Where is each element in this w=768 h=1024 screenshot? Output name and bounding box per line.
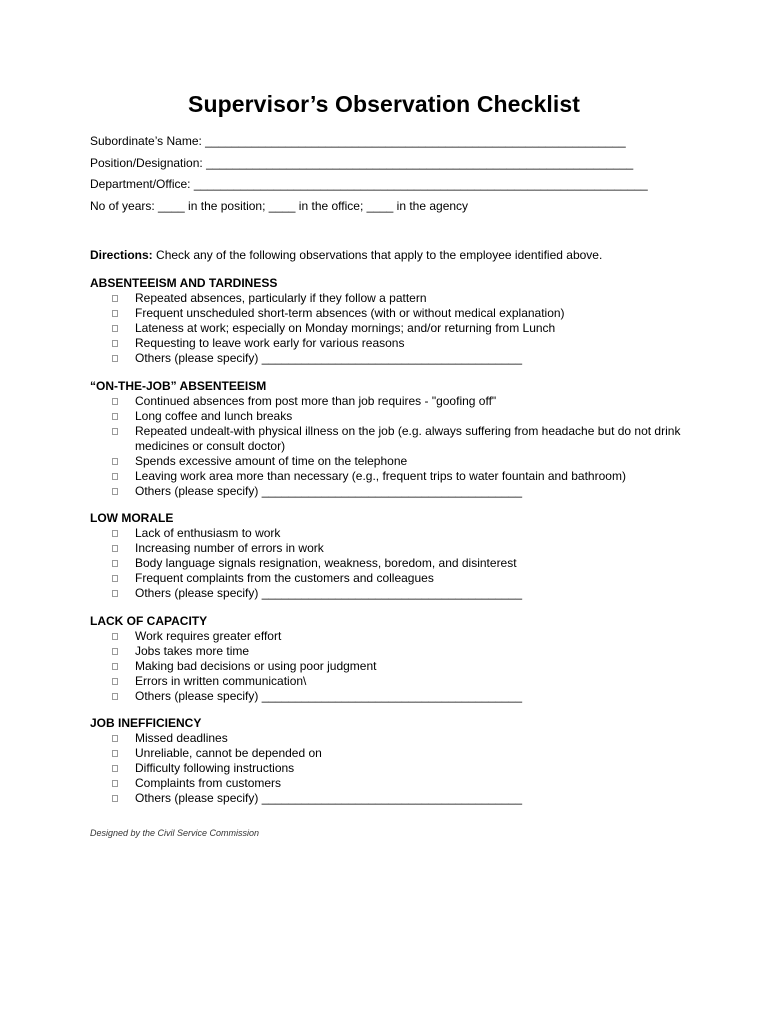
section-heading: “ON-THE-JOB” ABSENTEEISM (90, 379, 267, 393)
checkbox-icon[interactable] (112, 473, 118, 480)
checklist-item[interactable]: Continued absences from post more than job requires - "goofing off" (90, 394, 690, 409)
checkbox-icon[interactable] (112, 530, 118, 537)
checklist-item[interactable]: Unreliable, cannot be depended on (90, 746, 690, 761)
checklist-item[interactable]: Others (please specify) _______________________________________ (90, 484, 690, 499)
checkbox-icon[interactable] (112, 590, 118, 597)
directions-text: Check any of the following observations that apply to the employee identified above. (152, 248, 603, 262)
checklist-item[interactable]: Spends excessive amount of time on the telephone (90, 454, 690, 469)
checkbox-icon[interactable] (112, 575, 118, 582)
checklist-item[interactable]: Requesting to leave work early for various reasons (90, 336, 690, 351)
section-low-morale (90, 511, 690, 601)
checklist-item[interactable]: Difficulty following instructions (90, 761, 690, 776)
section-heading: LACK OF CAPACITY (90, 614, 208, 628)
checkbox-icon[interactable] (112, 325, 118, 332)
checkbox-icon[interactable] (112, 488, 118, 495)
checklist-item[interactable]: Long coffee and lunch breaks (90, 409, 690, 424)
checkbox-icon[interactable] (112, 678, 118, 685)
checklist-item[interactable]: Work requires greater effort (90, 629, 690, 644)
checklist-item[interactable]: Others (please specify) _______________________________________ (90, 689, 690, 704)
position-designation-field[interactable]: Position/Designation: ________________________________________________________________ (90, 156, 634, 170)
checkbox-icon[interactable] (112, 340, 118, 347)
section-on-the-job-absenteeism (90, 379, 690, 499)
checkbox-icon[interactable] (112, 633, 118, 640)
checkbox-icon[interactable] (112, 735, 118, 742)
checkbox-icon[interactable] (112, 545, 118, 552)
checkbox-icon[interactable] (112, 428, 118, 435)
footer-credit: Designed by the Civil Service Commission (90, 828, 260, 838)
checkbox-icon[interactable] (112, 560, 118, 567)
years-field[interactable]: No of years: ____ in the position; ____ in the office; ____ in the agency (90, 199, 469, 213)
section-heading: JOB INEFFICIENCY (90, 716, 202, 730)
checkbox-icon[interactable] (112, 648, 118, 655)
directions-label: Directions: (90, 248, 153, 262)
checklist-item[interactable]: Repeated absences, particularly if they follow a pattern (90, 291, 690, 306)
checklist-item[interactable]: Frequent unscheduled short-term absences (with or without medical explanation) (90, 306, 690, 321)
checkbox-icon[interactable] (112, 458, 118, 465)
checklist-item[interactable]: Complaints from customers (90, 776, 690, 791)
checklist-item[interactable]: Others (please specify) _______________________________________ (90, 351, 690, 366)
section-absenteeism-tardiness (90, 276, 690, 366)
checkbox-icon[interactable] (112, 795, 118, 802)
checkbox-icon[interactable] (112, 663, 118, 670)
checklist-item[interactable]: Errors in written communication\ (90, 674, 690, 689)
checklist-item[interactable]: Increasing number of errors in work (90, 541, 690, 556)
checklist-item[interactable]: Body language signals resignation, weakness, boredom, and disinterest (90, 556, 690, 571)
section-lack-of-capacity (90, 614, 690, 704)
checkbox-icon[interactable] (112, 693, 118, 700)
checkbox-icon[interactable] (112, 750, 118, 757)
checklist-item[interactable]: Frequent complaints from the customers and colleagues (90, 571, 690, 586)
checklist-item[interactable]: Others (please specify) _______________________________________ (90, 791, 690, 806)
page-title: Supervisor’s Observation Checklist (188, 91, 580, 117)
checklist-item[interactable]: Making bad decisions or using poor judgment (90, 659, 690, 674)
department-office-field[interactable]: Department/Office: ____________________________________________________________________ (90, 177, 648, 191)
checklist-item[interactable]: Lateness at work; especially on Monday mornings; and/or returning from Lunch (90, 321, 690, 336)
checkbox-icon[interactable] (112, 413, 118, 420)
subordinate-name-field[interactable]: Subordinate’s Name: _______________________________________________________________ (90, 134, 626, 148)
section-job-inefficiency (90, 716, 690, 806)
checklist-item[interactable]: Lack of enthusiasm to work (90, 526, 690, 541)
checklist-item[interactable]: Others (please specify) _______________________________________ (90, 586, 690, 601)
checklist-item[interactable]: Missed deadlines (90, 731, 690, 746)
checkbox-icon[interactable] (112, 398, 118, 405)
checklist-item[interactable]: Repeated undealt-with physical illness on the job (e.g. always suffering from headache but do not drink medicines or consult doctor) (90, 424, 690, 454)
checklist-item[interactable]: Leaving work area more than necessary (e.g., frequent trips to water fountain and bathroom) (90, 469, 690, 484)
section-heading: ABSENTEEISM AND TARDINESS (90, 276, 278, 290)
checkbox-icon[interactable] (112, 765, 118, 772)
section-heading: LOW MORALE (90, 511, 174, 525)
checkbox-icon[interactable] (112, 295, 118, 302)
directions (90, 248, 602, 262)
checkbox-icon[interactable] (112, 780, 118, 787)
checkbox-icon[interactable] (112, 355, 118, 362)
checkbox-icon[interactable] (112, 310, 118, 317)
checklist-item[interactable]: Jobs takes more time (90, 644, 690, 659)
